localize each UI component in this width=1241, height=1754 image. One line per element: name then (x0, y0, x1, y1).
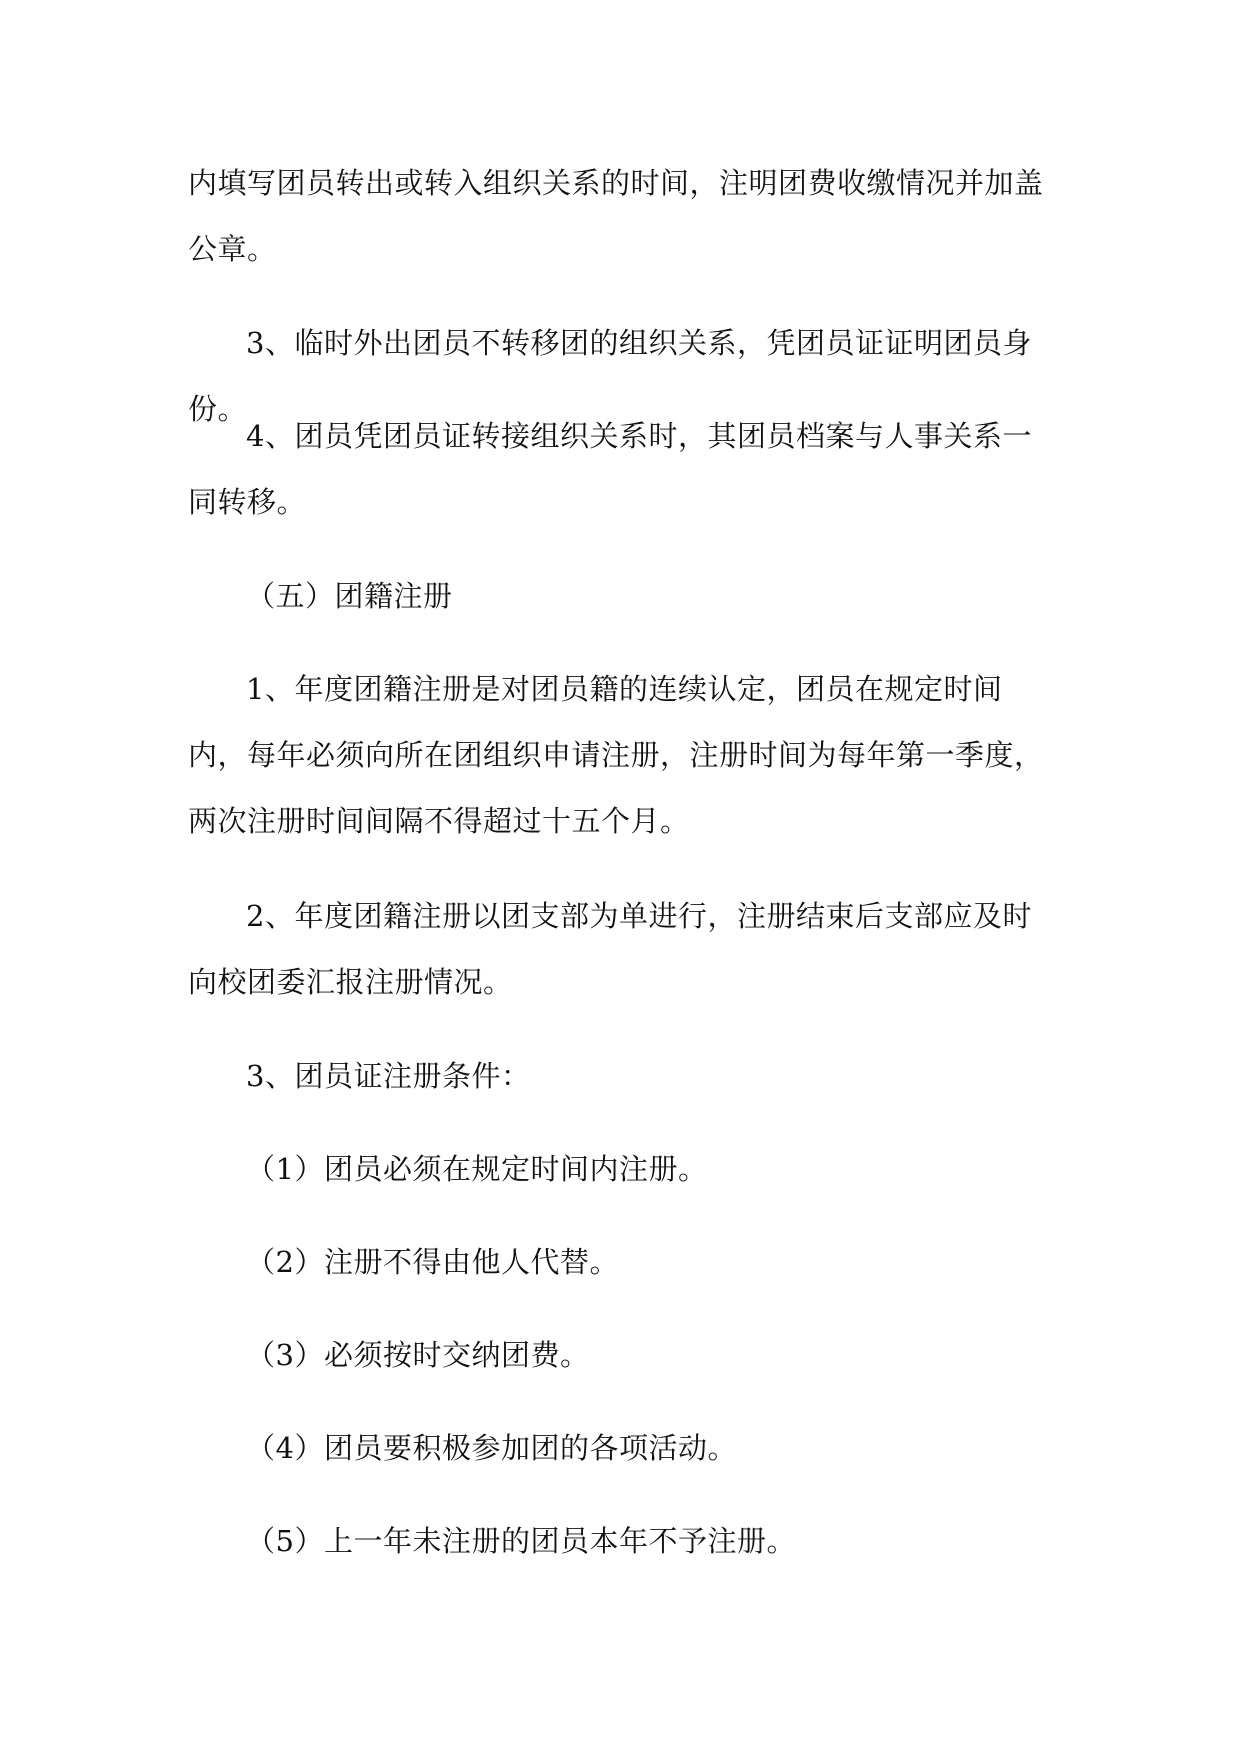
paragraph-item-3: 3、临时外出团员不转移团的组织关系，凭团员证证明团员身份。 (188, 326, 1032, 426)
condition-item-3: （3）必须按时交纳团费。 (246, 1338, 590, 1372)
condition-item-5: （5）上一年未注册的团员本年不予注册。 (246, 1524, 796, 1558)
condition-item-4: （4）团员要积极参加团的各项活动。 (246, 1431, 737, 1465)
paragraph-item-2: 2、年度团籍注册以团支部为单进行，注册结束后支部应及时向校团委汇报注册情况。 (188, 899, 1032, 999)
paragraph-item-1: 1、年度团籍注册是对团员籍的连续认定，团员在规定时间内，每年必须向所在团组织申请注册，注册时间为每年第一季度，两次注册时间间隔不得超过十五个月。 (188, 672, 1044, 838)
section-heading: （五）团籍注册 (246, 579, 453, 613)
paragraph-item-4: 4、团员凭团员证转接组织关系时，其团员档案与人事关系一同转移。 (188, 419, 1032, 519)
paragraph-conditions-heading: 3、团员证注册条件： (246, 1059, 531, 1093)
condition-item-2: （2）注册不得由他人代替。 (246, 1245, 619, 1279)
condition-item-1: （1）团员必须在规定时间内注册。 (246, 1152, 708, 1186)
paragraph-continuation: 内填写团员转出或转入组织关系的时间，注明团费收缴情况并加盖公章。 (188, 166, 1044, 266)
